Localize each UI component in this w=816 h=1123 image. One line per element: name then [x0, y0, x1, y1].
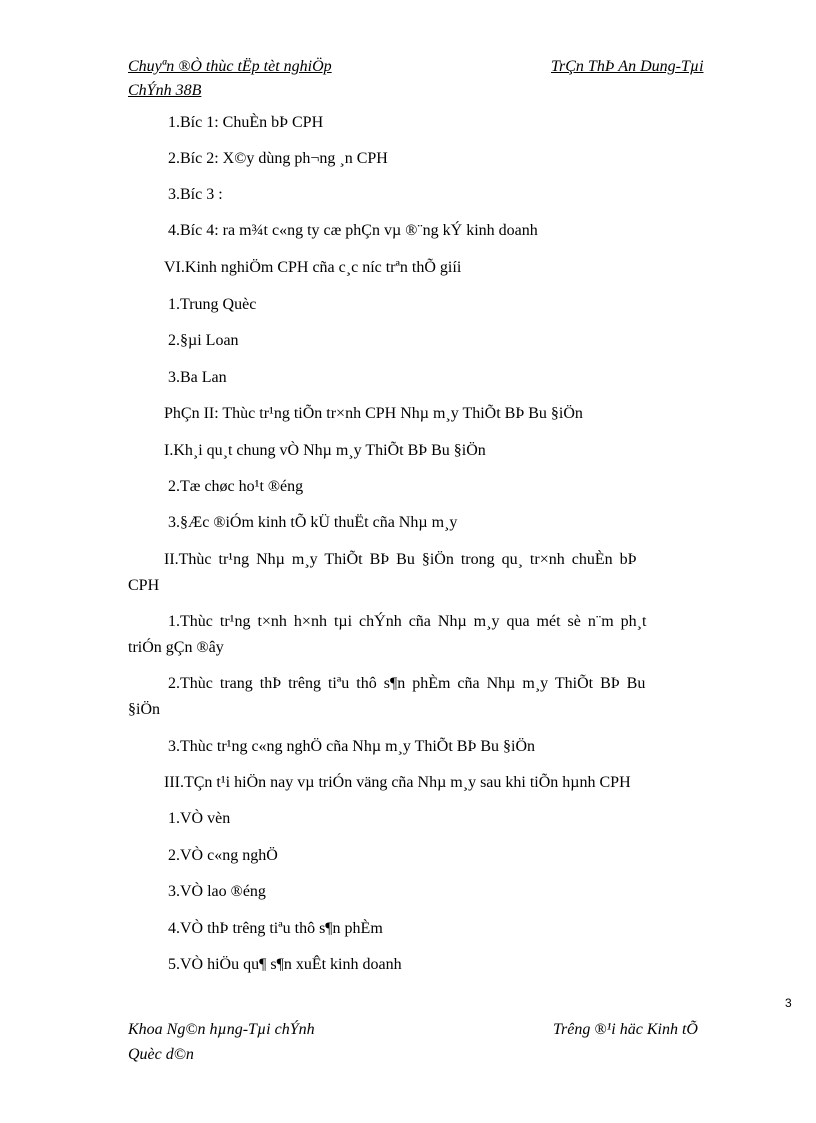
header-author-wrap: ChÝnh 38B	[128, 82, 202, 99]
toc-line: 2.§µi Loan	[168, 332, 239, 349]
toc-line: PhÇn II: Thùc tr¹ng tiÕn tr×nh CPH Nhµ m¸y ThiÕt BÞ Bu §iÖn	[164, 405, 583, 422]
toc-line: 1.Bíc 1: ChuÈn bÞ CPH	[168, 114, 324, 131]
toc-line: 2.Thùc trang thÞ trêng tiªu thô s¶n phÈm cña Nhµ m¸y ThiÕt BÞ Bu	[168, 675, 646, 692]
footer-faculty: Khoa Ng©n hµng-Tµi chÝnh	[128, 1021, 315, 1038]
toc-line: 3.Thùc tr¹ng c«ng nghÖ cña Nhµ m¸y ThiÕt BÞ Bu §iÖn	[168, 738, 536, 755]
toc-line: 3.VÒ lao ®éng	[168, 883, 266, 900]
toc-line: 5.VÒ hiÖu qu¶ s¶n xuÊt kinh doanh	[168, 956, 402, 973]
toc-line: 3.Bíc 3 :	[168, 186, 223, 203]
toc-line: VI.Kinh nghiÖm CPH cña c¸c níc trªn thÕ giíi	[164, 259, 462, 276]
toc-line: 3.§Æc ®iÓm kinh tÕ kÜ thuËt cña Nhµ m¸y	[168, 514, 458, 531]
toc-line: CPH	[128, 577, 160, 594]
toc-line: 4.VÒ thÞ trêng tiªu thô s¶n phÈm	[168, 920, 383, 937]
toc-line: 1.VÒ vèn	[168, 810, 231, 827]
header-left-text	[128, 56, 332, 78]
toc-line: III.TÇn t¹i hiÖn nay vµ triÓn väng cña Nhµ m¸y sau khi tiÕn hµnh CPH	[164, 774, 631, 791]
toc-line: 2.Bíc 2: X©y dùng ph¬ng ¸n CPH	[168, 150, 388, 167]
toc-line: II.Thùc tr¹ng Nhµ m¸y ThiÕt BÞ Bu §iÖn trong qu¸ tr×nh chuÈn bÞ	[164, 551, 637, 568]
header-title: Chuyªn ®Ò thùc tËp tèt nghiÖp	[128, 58, 332, 75]
toc-line: §iÖn	[128, 701, 160, 718]
footer-faculty-wrap: Quèc d©n	[128, 1046, 194, 1063]
header-author: TrÇn ThÞ An Dung-Tµi	[551, 58, 704, 75]
toc-line: 1.Trung Quèc	[168, 296, 257, 313]
page-number: 3	[785, 996, 792, 1010]
toc-line: 2.VÒ c«ng nghÖ	[168, 847, 278, 864]
toc-line: 2.Tæ chøc ho¹t ®éng	[168, 478, 304, 495]
toc-line: 4.Bíc 4: ra m¾t c«ng ty cæ phÇn vµ ®¨ng kÝ kinh doanh	[168, 222, 538, 239]
toc-line: triÓn gÇn ®ây	[128, 639, 224, 656]
toc-line: 1.Thùc tr¹ng t×nh h×nh tµi chÝnh cña Nhµ m¸y qua mét sè n¨m ph¸t	[168, 613, 647, 630]
toc-line: 3.Ba Lan	[168, 369, 227, 386]
toc-line: I.Kh¸i qu¸t chung vÒ Nhµ m¸y ThiÕt BÞ Bu §iÖn	[164, 442, 486, 459]
footer-university: Trêng ®¹i häc Kinh tÕ	[553, 1021, 698, 1038]
